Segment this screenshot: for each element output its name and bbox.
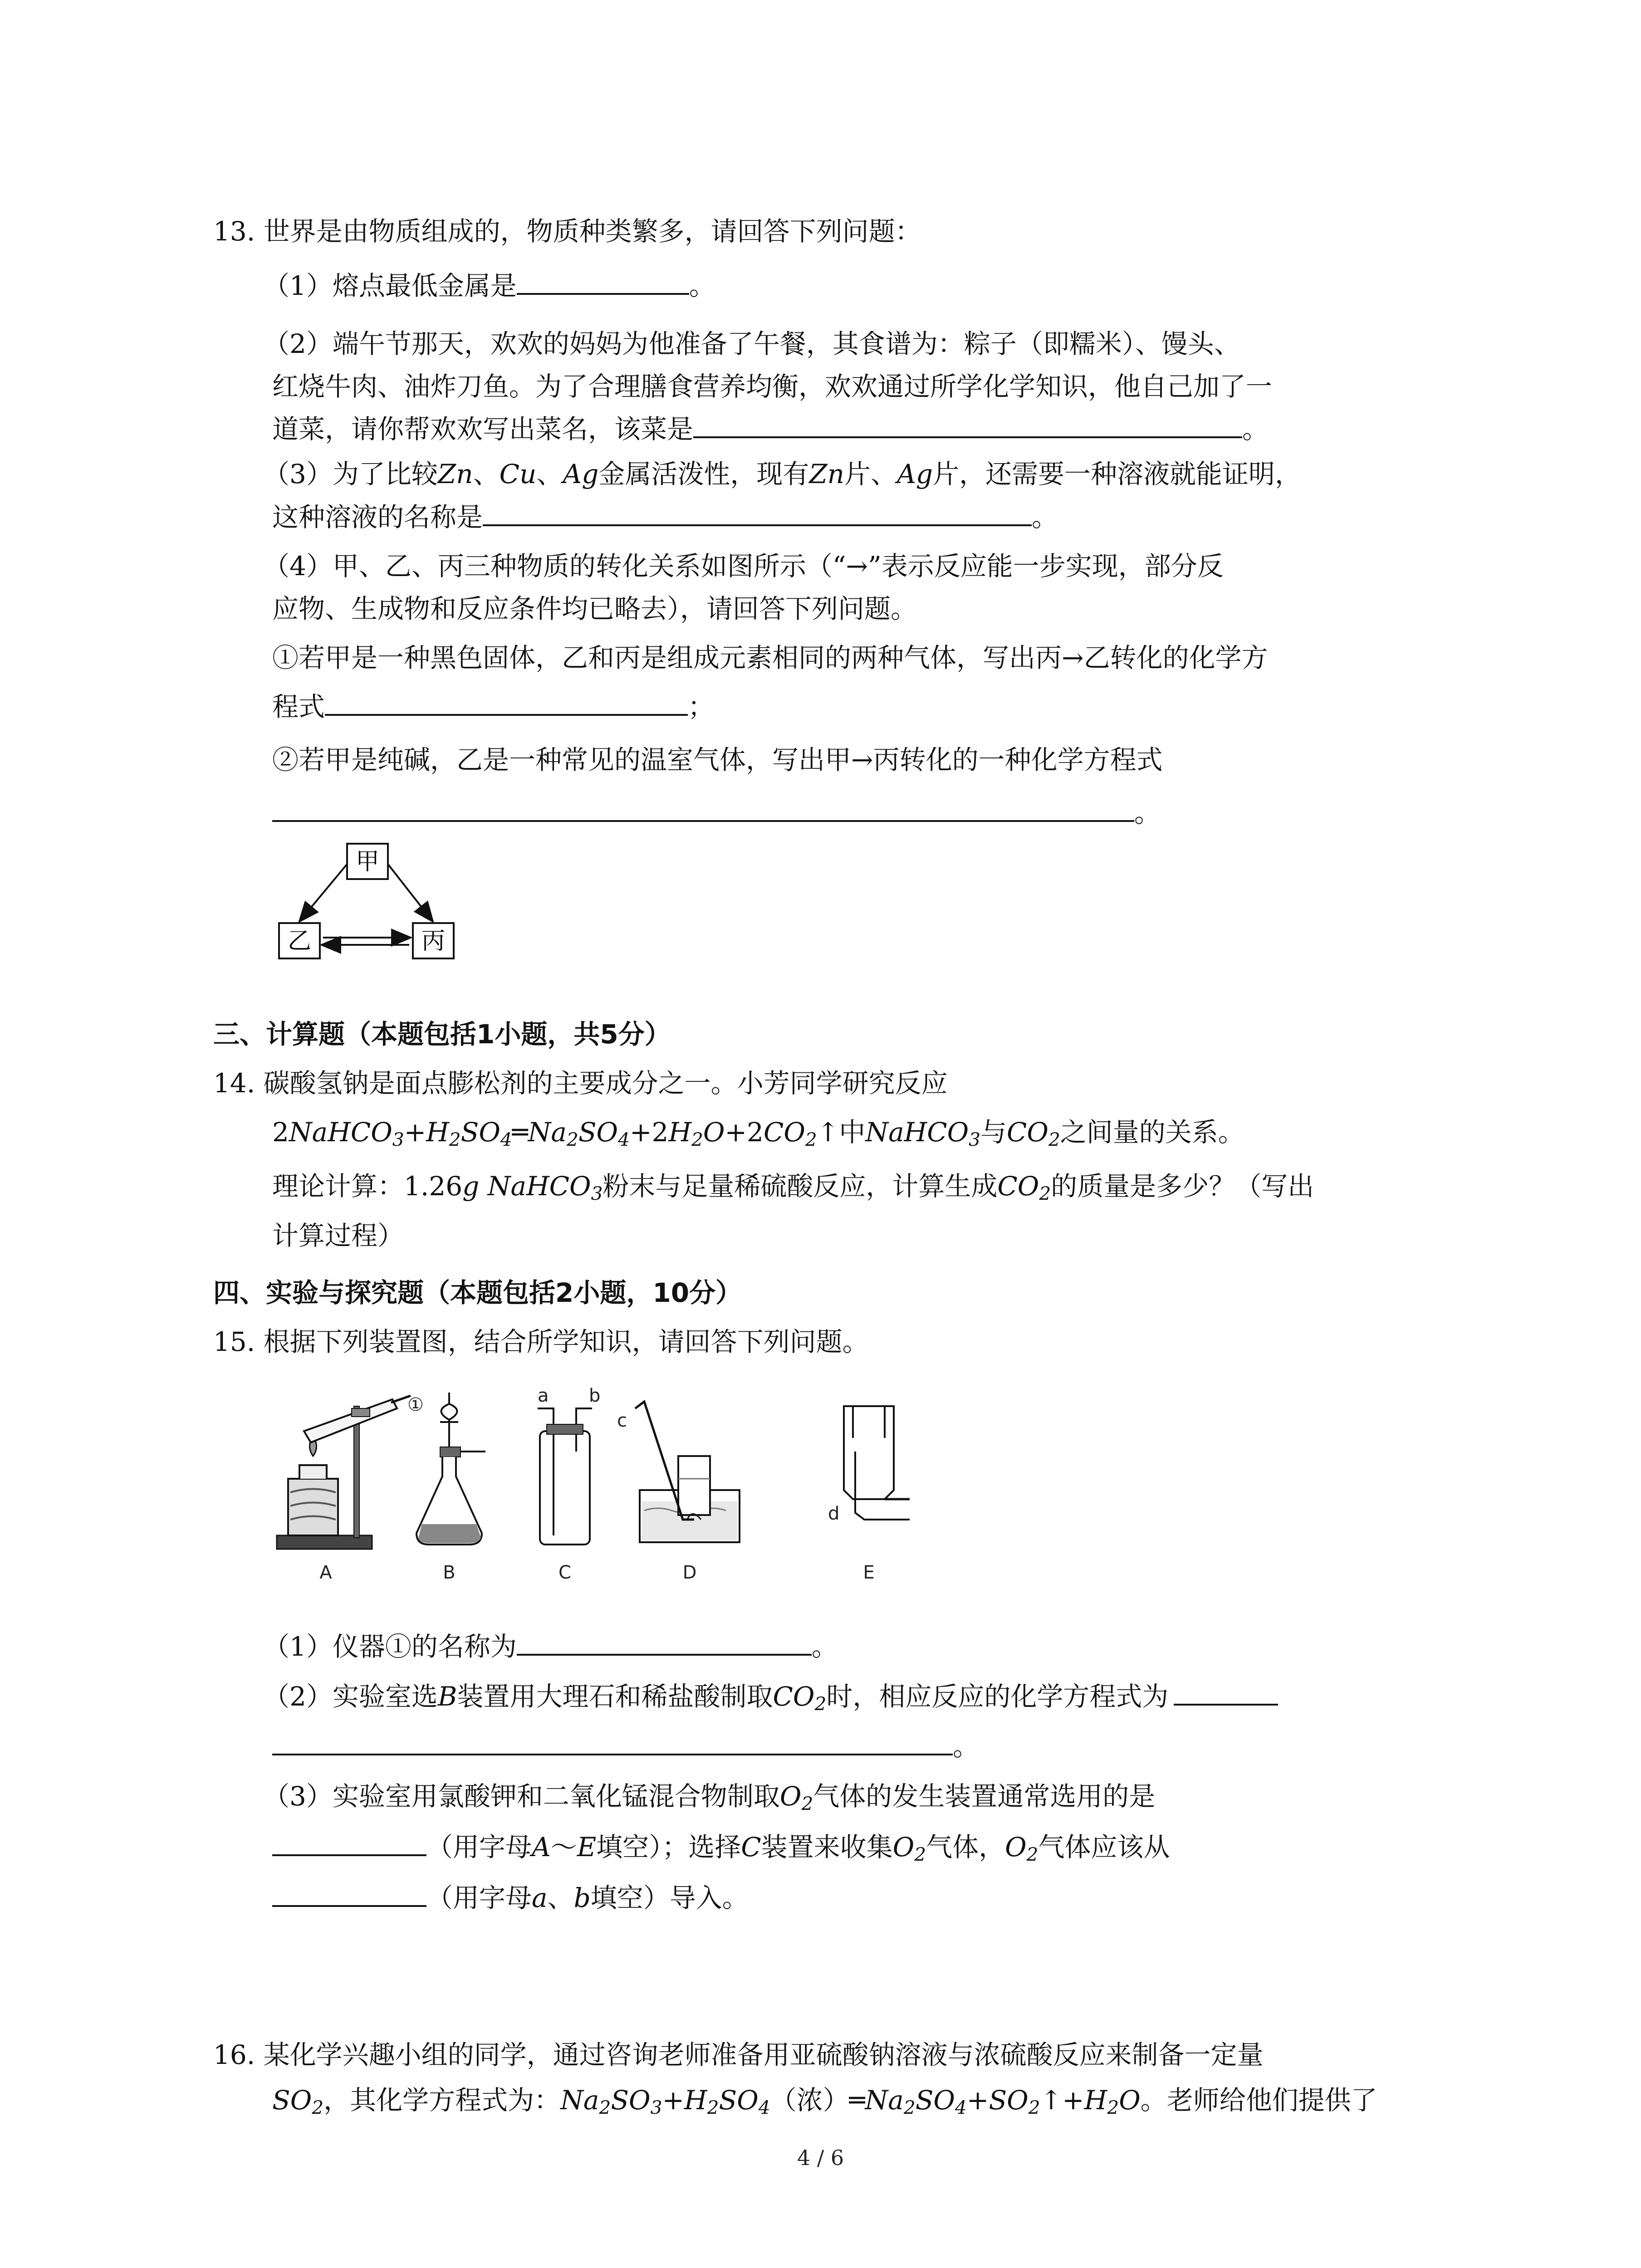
arrow-jia-bing bbox=[388, 864, 432, 920]
q13-part4-sub1-line1: ①若甲是一种黑色固体，乙和丙是组成元素相同的两种气体，写出丙→乙转化的化学方 bbox=[272, 642, 1268, 673]
q16-line1: 16. 某化学兴趣小组的同学，通过咨询老师准备用亚硫酸钠溶液与浓硫酸反应来制备一定量 bbox=[213, 2039, 1264, 2070]
apparatus-label: A bbox=[319, 1562, 332, 1583]
apparatus-label: E bbox=[863, 1562, 875, 1583]
apparatus-e bbox=[844, 1406, 910, 1520]
marker-1: ① bbox=[407, 1394, 424, 1415]
q15-part3-line2: （用字母A～E填空）；选择C装置来收集$O_2$气体，$O_2$气体应该从 bbox=[272, 1829, 1170, 1865]
label-bing: 丙 bbox=[421, 928, 446, 955]
q13-part1: （1）熔点最低金属是 。 bbox=[263, 268, 715, 304]
apparatus-d bbox=[635, 1402, 740, 1542]
q15-part2-line2: 。 bbox=[272, 1728, 979, 1765]
marker-c: c bbox=[617, 1410, 627, 1431]
q13-part2-line2: 红烧牛肉、油炸刀鱼。为了合理膳食营养均衡，欢欢通过所学化学知识，他自己加了一 bbox=[272, 371, 1273, 402]
q14-equation: $2NaHCO_3+H_2SO_4═Na_2SO_4+2H_2O+2CO_2↑$中NaHCO$_3$与$CO_2$之间量的关系。 bbox=[272, 1117, 1244, 1151]
q13-part2-line3: 道菜，请你帮欢欢写出菜名，该菜是 。 bbox=[272, 411, 1269, 447]
q14-line1: 14. 碳酸氢钠是面点膨松剂的主要成分之一。小芳同学研究反应 bbox=[213, 1068, 948, 1099]
answer-blank[interactable] bbox=[483, 500, 1032, 526]
q15-stem: 15. 根据下列装置图，结合所学知识，请回答下列问题。 bbox=[213, 1326, 869, 1357]
answer-blank[interactable] bbox=[272, 796, 1134, 822]
q15-part2-line1: （2）实验室选B装置用大理石和稀盐酸制取$CO_2$时，相应反应的化学方程式为 bbox=[263, 1678, 1278, 1715]
answer-blank[interactable] bbox=[325, 689, 688, 716]
label-jia: 甲 bbox=[355, 848, 380, 875]
marker-b: b bbox=[589, 1385, 601, 1406]
q15-part1: （1）仪器①的名称为 。 bbox=[263, 1628, 838, 1665]
apparatus-label: B bbox=[443, 1562, 456, 1583]
section-3-title: 三、计算题（本题包括1小题，共5分） bbox=[213, 1019, 671, 1050]
q13-part3-line2: 这种溶液的名称是 。 bbox=[272, 499, 1058, 535]
q13-part4-sub2-line2: 。 bbox=[272, 795, 1161, 831]
answer-blank[interactable] bbox=[272, 1881, 426, 1907]
answer-blank[interactable] bbox=[517, 1629, 812, 1656]
q13-part2-line1: （2）端午节那天，欢欢的妈妈为他准备了午餐，其食谱为：粽子（即糯米）、馒头、 bbox=[263, 328, 1240, 359]
q13-stem: 13. 世界是由物质组成的，物质种类繁多，请回答下列问题： bbox=[213, 216, 921, 247]
answer-blank[interactable] bbox=[272, 1830, 426, 1856]
marker-a: a bbox=[538, 1385, 549, 1406]
answer-blank[interactable] bbox=[517, 269, 689, 295]
q13-part4-sub2-line1: ②若甲是纯碱，乙是一种常见的温室气体，写出甲→丙转化的一种化学方程式 bbox=[272, 744, 1163, 775]
answer-blank[interactable] bbox=[693, 412, 1242, 438]
q14-line4: 计算过程） bbox=[272, 1220, 404, 1251]
q15-part3-line1: （3）实验室用氯酸钾和二氧化锰混合物制取$O_2$气体的发生装置通常选用的是 bbox=[263, 1781, 1156, 1815]
answer-blank[interactable] bbox=[1174, 1679, 1278, 1706]
answer-blank[interactable] bbox=[272, 1729, 953, 1755]
page-number: 4 / 6 bbox=[797, 2146, 844, 2170]
q16-line2: $SO_2$，其化学方程式为：$Na_2SO_3+H_2SO_4$（浓）$═Na_2SO_4+SO_2↑+H_2O$。老师给他们提供了 bbox=[272, 2085, 1377, 2119]
apparatus-b bbox=[416, 1393, 485, 1545]
apparatus-label: C bbox=[558, 1562, 571, 1583]
apparatus-label: D bbox=[682, 1562, 697, 1583]
section-4-title: 四、实验与探究题（本题包括2小题，10分） bbox=[213, 1277, 742, 1308]
conversion-diagram bbox=[272, 841, 463, 964]
marker-d: d bbox=[828, 1503, 840, 1524]
apparatus-figure bbox=[272, 1385, 1007, 1615]
apparatus-a bbox=[277, 1396, 411, 1549]
q13-part4-sub1-line2: 程式 ； bbox=[272, 689, 714, 725]
arrow-jia-yi bbox=[300, 864, 347, 920]
q14-line3: 理论计算：1.26g NaHCO$_3$粉末与足量稀硫酸反应，计算生成$CO_2$的质量是多少？（写出 bbox=[272, 1171, 1314, 1205]
q15-part3-line3: （用字母a、b填空）导入。 bbox=[272, 1880, 749, 1916]
q13-part3-line1: （3）为了比较Zn、Cu、Ag金属活泼性，现有Zn片、Ag片，还需要一种溶液就能证明， bbox=[263, 459, 1302, 489]
label-yi: 乙 bbox=[287, 928, 312, 955]
q13-part4-line1: （4）甲、乙、丙三种物质的转化关系如图所示（“→”表示反应能一步实现，部分反 bbox=[263, 551, 1224, 582]
q13-part4-line2: 应物、生成物和反应条件均已略去），请回答下列问题。 bbox=[272, 593, 917, 624]
apparatus-c bbox=[538, 1408, 592, 1545]
